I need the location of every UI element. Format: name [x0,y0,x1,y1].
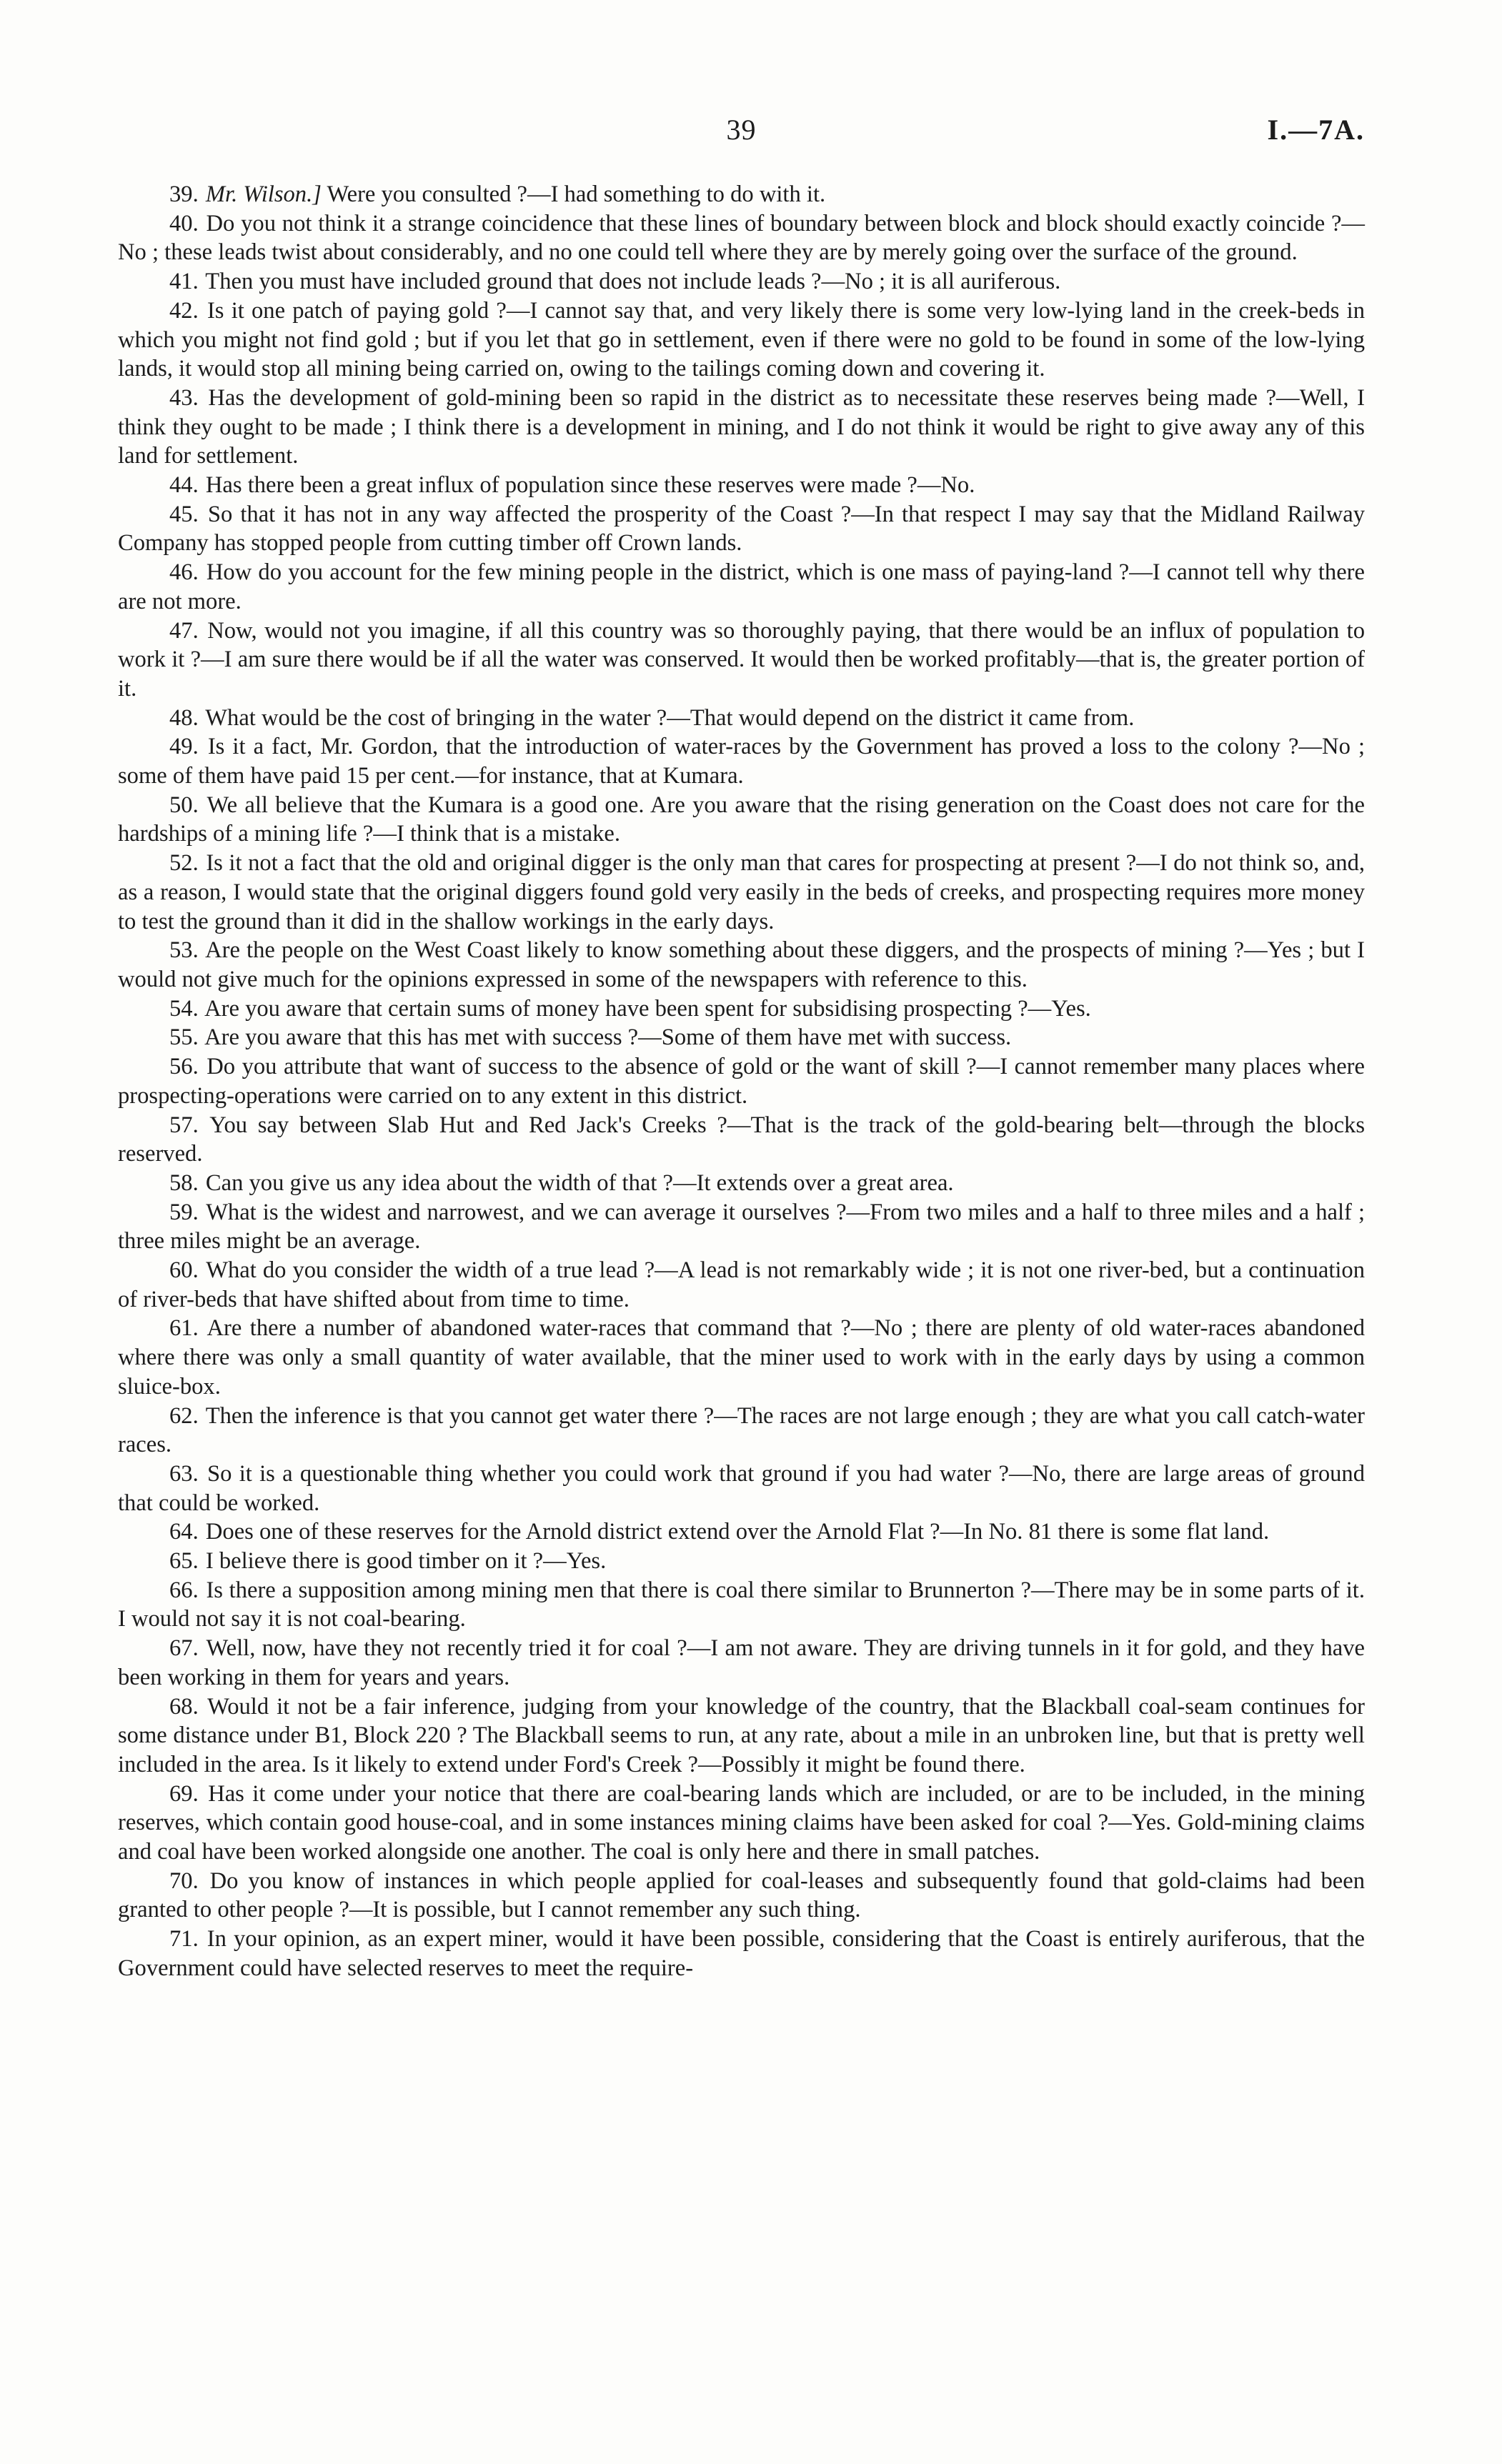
question-answer-text: Now, would not you imagine, if all this country was so thoroughly paying, that there would be an influx of population to work it ?—I am sure there would be if all the water was conserved. It would then be worked profitably—that is, the greater portion of it. [118,617,1365,702]
question-paragraph [118,1052,1365,1110]
question-paragraph [118,296,1365,384]
question-answer-text: So it is a questionable thing whether you could work that ground if you had water ?—No, there are large areas of ground that could be worked. [118,1460,1365,1516]
question-answer-text: Then the inference is that you cannot get water there ?—The races are not large enough ; they are what you call catch-water races. [118,1402,1365,1458]
question-answer-text: In your opinion, as an expert miner, would it have been possible, considering that the Coast is entirely auriferous, that the Government could have selected reserves to meet the require- [118,1926,1365,1981]
question-paragraph [118,1111,1365,1169]
question-paragraph [118,791,1365,849]
question-paragraph [118,1576,1365,1634]
question-answer-text: Are you aware that this has met with success ?—Some of them have met with success. [204,1024,1012,1051]
question-answer-text: We all believe that the Kumara is a good one. Are you aware that the rising generation on the Coast does not care for the hardships of a mining life ?—I think that is a mistake. [118,792,1365,847]
question-number: 54. [169,995,199,1022]
question-number: 57. [169,1112,199,1138]
question-answer-text: Would it not be a fair inference, judging from your knowledge of the country, that the Blackball coal-seam continues for some distance under B1, Block 220 ? The Blackball seems to run, at any rate, about a mile in an unbroken line, but that is pretty well included in the area. Is it likely to extend under Ford's Creek ?—Possibly it might be found there. [118,1693,1365,1777]
question-paragraph [118,1517,1365,1547]
question-answer-text: Is it one patch of paying gold ?—I cannot say that, and very likely there is some very low-lying land in the creek-beds in which you might not find gold ; but if you let that go in settlement, even if there were no gold to be found in some of the low-lying lands, it would stop all mining being carried on, owing to the tailings coming down and covering it. [118,297,1365,382]
question-number: 59. [169,1199,199,1225]
question-number: 45. [169,501,199,527]
question-number: 64. [169,1519,199,1545]
series-reference: I.—7A. [1267,114,1365,146]
question-number: 67. [169,1635,199,1662]
question-answer-text: Does one of these reserves for the Arnold district extend over the Arnold Flat ?—In No. 81 there is some flat land. [205,1519,1270,1545]
question-paragraph [118,1692,1365,1780]
question-paragraph [118,936,1365,994]
question-number: 41. [169,269,199,295]
question-number: 62. [169,1402,199,1429]
question-answer-text: Are the people on the West Coast likely to know something about these diggers, and the prospects of mining ?—Yes ; but I would not give much for the opinions expressed in some of the newspapers with reference to this. [118,937,1365,992]
question-paragraph [118,1925,1365,1982]
question-paragraph [118,1547,1365,1576]
question-paragraph [118,1169,1365,1198]
question-number: 69. [169,1780,199,1807]
question-number: 49. [169,734,199,760]
question-answer-text: Well, now, have they not recently tried it for coal ?—I am not aware. They are driving tunnels in it for gold, and they have been working in them for years and years. [118,1635,1365,1690]
question-number: 53. [169,937,199,964]
question-answer-text: Is there a supposition among mining men that there is coal there similar to Brunnerton ?—There may be in some parts of it. I would not say it is not coal-bearing. [118,1577,1365,1632]
question-number: 47. [169,617,199,644]
question-paragraph [118,500,1365,558]
question-answer-text: You say between Slab Hut and Red Jack's Creeks ?—That is the track of the gold-bearing belt—through the blocks reserved. [118,1112,1365,1167]
question-answer-text: Do you know of instances in which people applied for coal-leases and subsequently found that gold-claims had been granted to other people ?—It is possible, but I cannot remember any such thing. [118,1867,1365,1923]
question-number: 39. [169,181,199,207]
question-number: 48. [169,704,199,731]
question-answer-text: Is it a fact, Mr. Gordon, that the introduction of water-races by the Government has proved a loss to the colony ?—No ; some of them have paid 15 per cent.—for instance, that at Kumara. [118,734,1365,789]
question-paragraph [118,558,1365,616]
question-paragraph [118,732,1365,790]
question-paragraph [118,180,1365,209]
question-number: 43. [169,384,199,411]
question-paragraph [118,1402,1365,1460]
question-paragraph [118,1634,1365,1692]
question-answer-text: What is the widest and narrowest, and we can average it ourselves ?—From two miles and a half to three miles and a half ; three miles might be an average. [118,1199,1365,1255]
question-answer-text: So that it has not in any way affected the prosperity of the Coast ?—In that respect I may say that the Midland Railway Company has stopped people from cutting timber off Crown lands. [118,501,1365,557]
question-answer-text: Has there been a great influx of population since these reserves were made ?—No. [205,472,975,499]
question-number: 65. [169,1548,199,1575]
page-header [118,113,1365,156]
question-answer-text: Do you attribute that want of success to the absence of gold or the want of skill ?—I cannot remember many places where prospecting-operations were carried on to any extent in this district. [118,1054,1365,1109]
question-answer-text: I believe there is good timber on it ?—Yes. [205,1548,607,1575]
question-answer-text: Has it come under your notice that there are coal-bearing lands which are included, or are to be included, in the mining reserves, which contain good house-coal, and in some instances mining claims have been asked for coal ?—Yes. Gold-mining claims and coal have been worked alongside one another. The coal is only here and there in small patches. [118,1780,1366,1865]
page-number: 39 [726,114,757,146]
question-paragraph [118,209,1365,267]
question-number: 55. [169,1024,199,1051]
question-number: 42. [169,297,199,324]
question-number: 70. [169,1867,199,1894]
question-number: 52. [169,850,199,877]
question-paragraph [118,1780,1365,1867]
question-paragraph [118,1314,1365,1401]
question-number: 63. [169,1460,199,1487]
question-answer-text: Then you must have included ground that does not include leads ?—No ; it is all auriferous. [205,269,1061,295]
evidence-transcript [118,180,1365,1983]
question-paragraph [118,384,1365,471]
question-answer-text: How do you account for the few mining people in the district, which is one mass of paying-land ?—I cannot tell why there are not more. [118,559,1365,614]
question-number: 58. [169,1169,199,1196]
question-number: 71. [169,1926,199,1952]
question-number: 46. [169,559,199,586]
question-paragraph [118,1867,1365,1925]
question-answer-text: Is it not a fact that the old and original digger is the only man that cares for prospecting at present ?—I do not think so, and, as a reason, I would state that the original diggers found gold very easily in the beds of creeks, and prospecting requires more money to test the ground than it did in the shallow workings in the early days. [118,850,1366,934]
question-number: 44. [169,472,199,499]
question-answer-text: What do you consider the width of a true lead ?—A lead is not remarkably wide ; it is not one river-bed, but a continuation of river-beds that have shifted about from time to time. [118,1257,1366,1312]
question-paragraph [118,1023,1365,1052]
question-number: 66. [169,1577,199,1603]
question-paragraph [118,471,1365,500]
question-paragraph [118,704,1365,733]
question-number: 56. [169,1054,199,1080]
question-answer-text: What would be the cost of bringing in the water ?—That would depend on the district it came from. [205,704,1135,731]
question-answer-text: Can you give us any idea about the width of that ?—It extends over a great area. [205,1169,954,1196]
question-answer-text: Has the development of gold-mining been so rapid in the district as to necessitate these reserves being made ?—Well, I think they ought to be made ; I think there is a development in mining, and I do not think it would be right to give away any of this land for settlement. [118,384,1365,469]
question-number: 68. [169,1693,199,1720]
question-paragraph [118,1256,1365,1314]
question-number: 61. [169,1315,199,1342]
question-paragraph [118,267,1365,296]
question-paragraph [118,1198,1365,1256]
question-number: 40. [169,210,199,236]
question-paragraph [118,617,1365,704]
question-number: 60. [169,1257,199,1284]
question-paragraph [118,849,1365,936]
question-answer-text: Are you aware that certain sums of money have been spent for subsidising prospecting ?—Yes. [204,995,1091,1022]
question-number: 50. [169,792,199,818]
question-answer-text: Are there a number of abandoned water-races that command that ?—No ; there are plenty of old water-races abandoned where there was only a small quantity of water available, that the miner used to work with in the early days by using a common sluice-box. [118,1315,1365,1400]
speaker-name: Mr. Wilson.] [205,181,322,207]
question-paragraph [118,1460,1365,1517]
question-paragraph [118,994,1365,1024]
question-answer-text: Do you not think it a strange coincidence that these lines of boundary between block and block should exactly coincide ?—No ; these leads twist about considerably, and no one could tell where they are by merely going over the surface of the ground. [118,210,1365,266]
question-answer-text: Were you consulted ?—I had something to do with it. [327,181,826,207]
